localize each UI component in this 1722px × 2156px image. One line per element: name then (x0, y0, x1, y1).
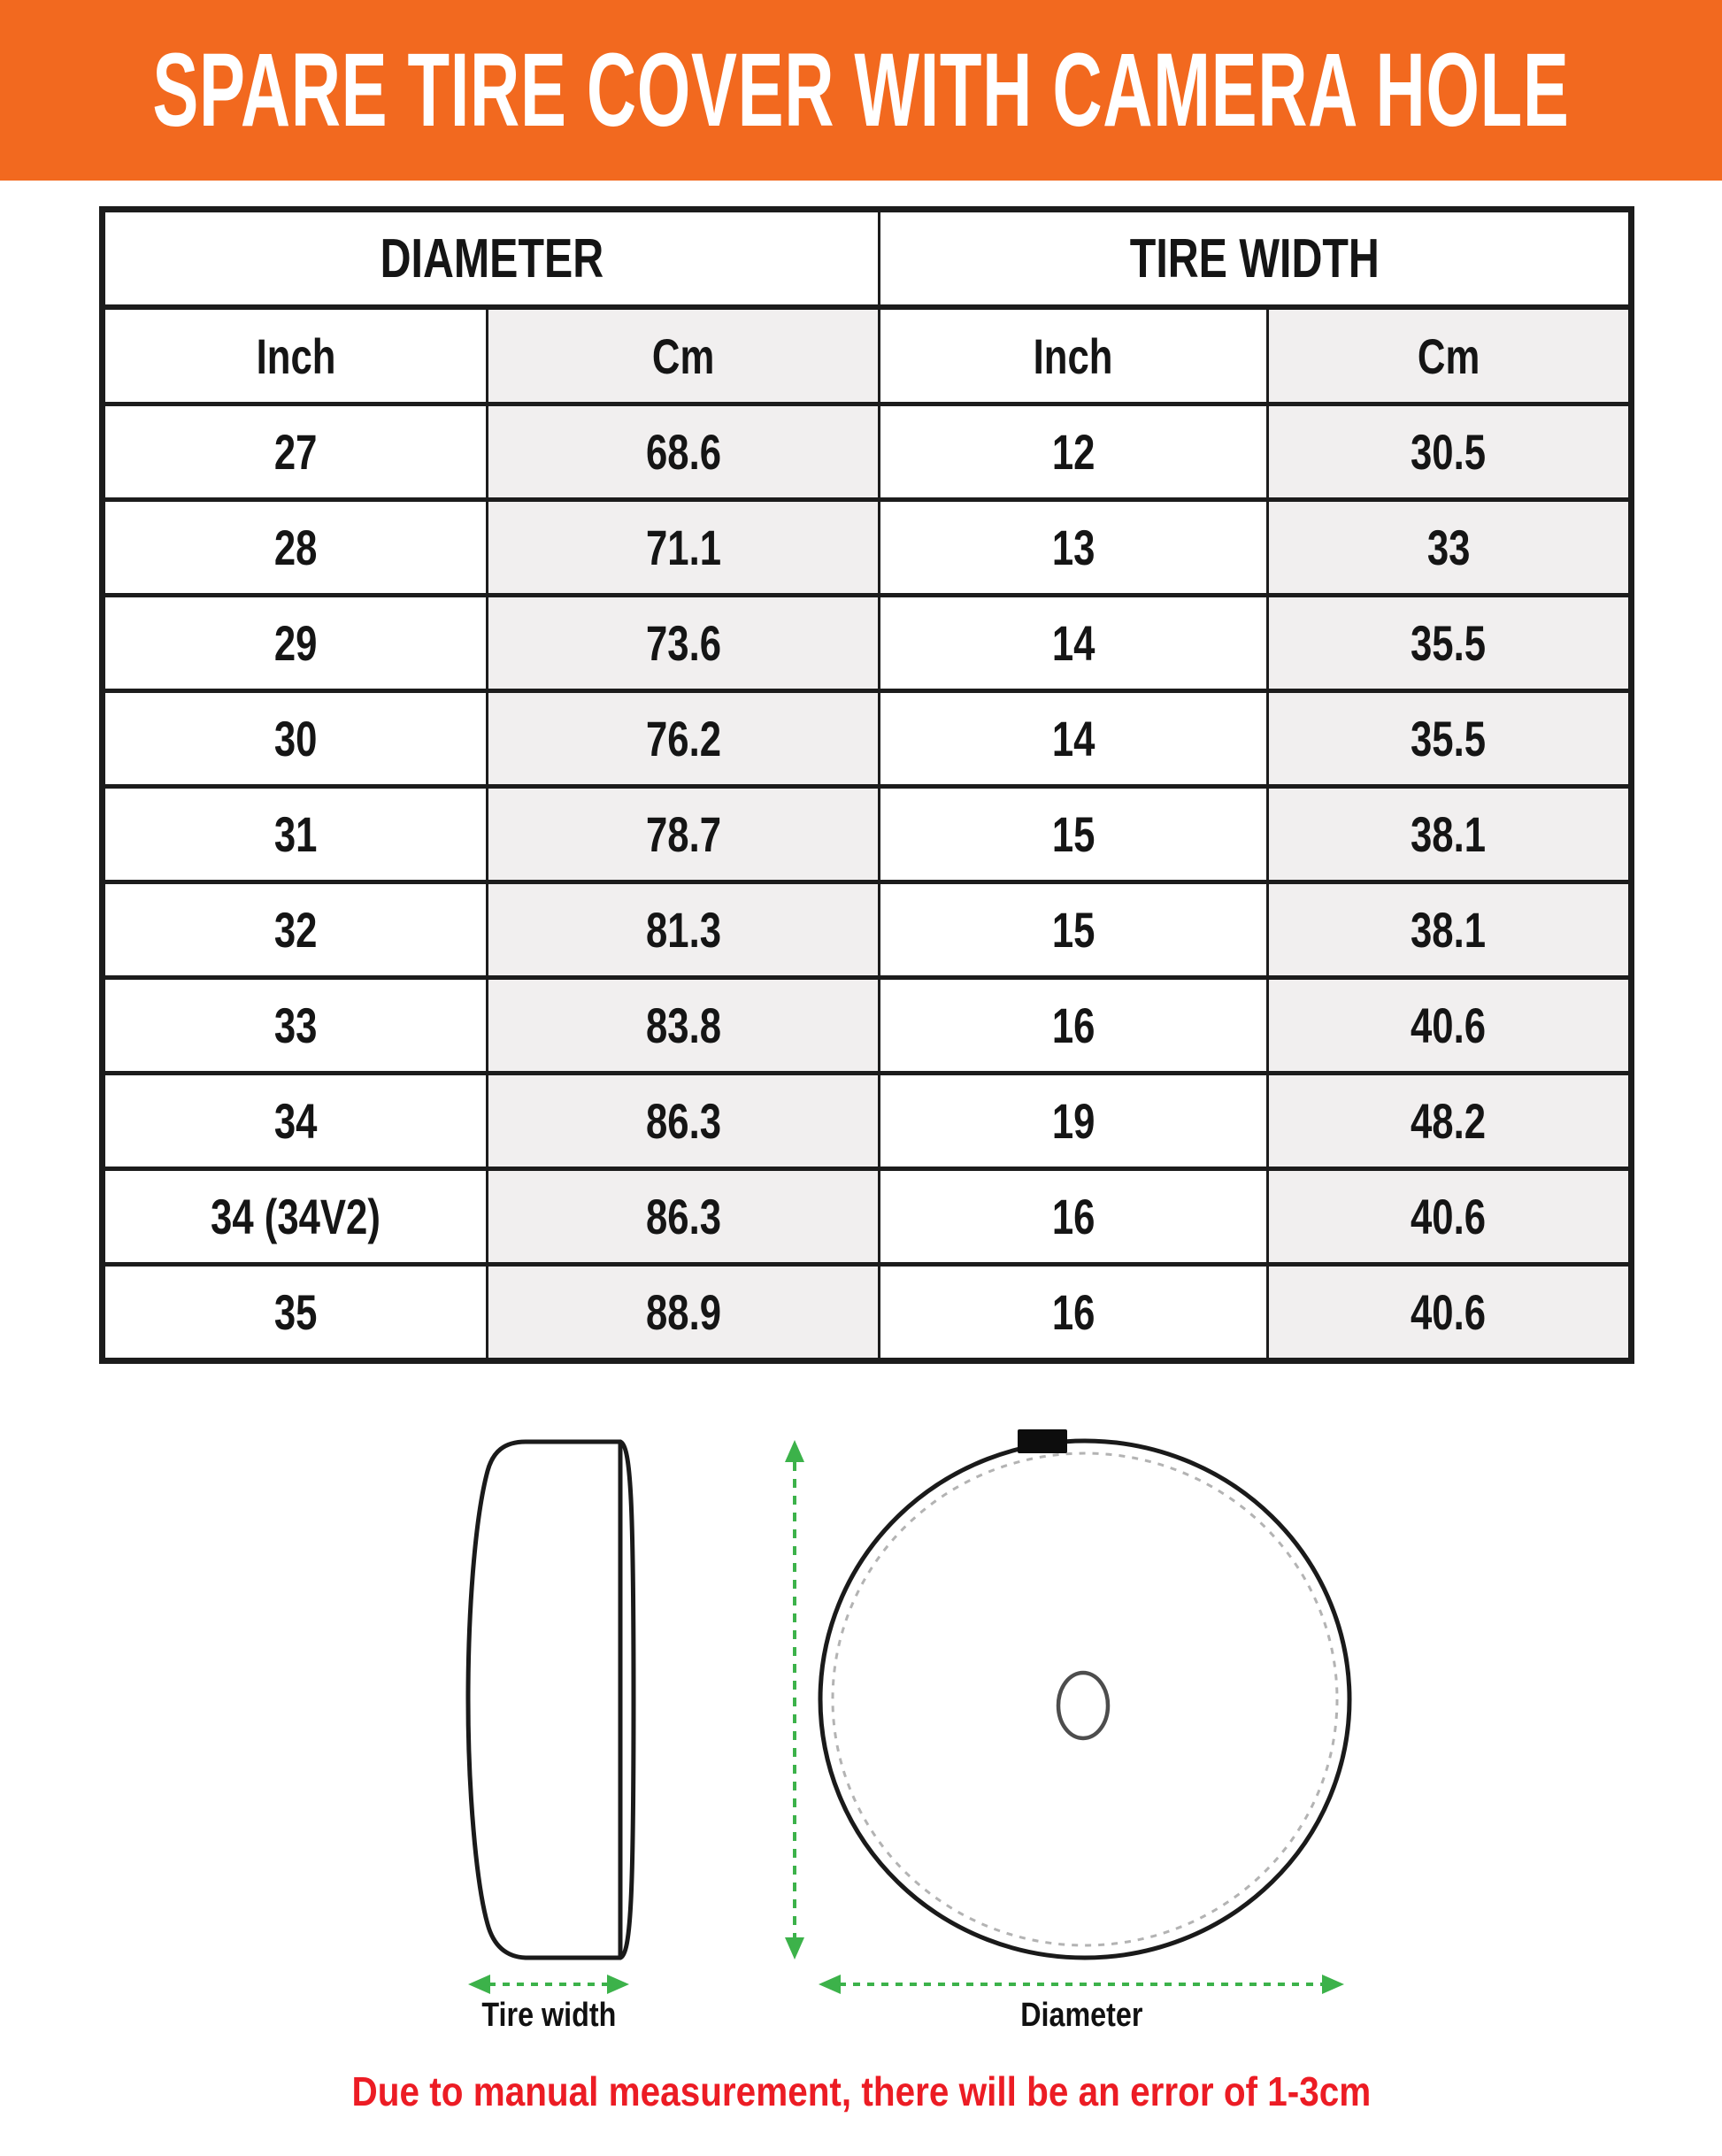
column-header-label: Inch (256, 327, 336, 384)
table-group-header-row (103, 210, 1632, 308)
cell-width-cm (1267, 500, 1631, 596)
column-header-label: Cm (651, 327, 715, 384)
cell-value: 29 (273, 615, 318, 671)
cell-diameter-inch (103, 404, 488, 500)
cell-value: 12 (1051, 424, 1095, 480)
cell-width-cm (1267, 596, 1631, 691)
column-header-diameter-cm (488, 307, 879, 404)
cell-value: 76.2 (645, 711, 721, 766)
side-view-outline (468, 1442, 620, 1958)
cell-value: 15 (1051, 806, 1095, 862)
cell-value: 38.1 (1411, 902, 1487, 958)
tire-width-arrow (468, 1975, 629, 1994)
cell-diameter-cm (488, 596, 879, 691)
group-header-tire-width-label: TIRE WIDTH (1129, 227, 1380, 289)
cell-value: 33 (1426, 520, 1471, 575)
cell-diameter-cm (488, 1074, 879, 1169)
cell-value: 14 (1051, 711, 1095, 766)
column-header-width-cm (1267, 307, 1631, 404)
cell-width-cm (1267, 787, 1631, 882)
table-row (103, 404, 1632, 500)
cell-diameter-cm (488, 500, 879, 596)
measurement-note (0, 2067, 1722, 2115)
cell-value: 27 (273, 424, 318, 480)
cell-diameter-inch (103, 500, 488, 596)
cell-value: 34 (273, 1093, 318, 1149)
table-row (103, 1169, 1632, 1265)
cell-value: 13 (1051, 520, 1095, 575)
cell-diameter-cm (488, 882, 879, 978)
cell-value: 30.5 (1411, 424, 1487, 480)
cell-value: 14 (1051, 615, 1095, 671)
table-row (103, 596, 1632, 691)
cell-value: 88.9 (645, 1284, 721, 1340)
cell-width-cm (1267, 978, 1631, 1074)
group-header-tire-width (879, 210, 1631, 308)
cell-diameter-cm (488, 404, 879, 500)
cell-width-inch (879, 1074, 1267, 1169)
cell-value: 34 (34V2) (211, 1189, 381, 1244)
table-row (103, 978, 1632, 1074)
column-header-label: Cm (1417, 327, 1480, 384)
table-unit-header-row (103, 307, 1632, 404)
strap-marker (1018, 1429, 1067, 1453)
cell-value: 15 (1051, 902, 1095, 958)
cell-diameter-cm (488, 978, 879, 1074)
table-row (103, 1265, 1632, 1361)
title-banner (0, 0, 1722, 181)
cell-width-inch (879, 404, 1267, 500)
cell-value: 33 (273, 997, 318, 1053)
cell-value: 16 (1051, 1189, 1095, 1244)
table-row (103, 500, 1632, 596)
column-header-width-inch (879, 307, 1267, 404)
diameter-label (940, 1997, 1223, 2035)
cell-width-inch (879, 882, 1267, 978)
diameter-arrow-vertical (785, 1440, 804, 1960)
group-header-diameter (103, 210, 880, 308)
table-row (103, 787, 1632, 882)
tire-width-label-text: Tire width (481, 1997, 616, 2034)
cell-value: 40.6 (1411, 1284, 1487, 1340)
cell-value: 81.3 (645, 902, 721, 958)
cell-value: 40.6 (1411, 1189, 1487, 1244)
cell-width-inch (879, 596, 1267, 691)
cell-diameter-inch (103, 787, 488, 882)
column-header-diameter-inch (103, 307, 488, 404)
cell-diameter-inch (103, 691, 488, 787)
cell-value: 35.5 (1411, 711, 1487, 766)
cell-value: 40.6 (1411, 997, 1487, 1053)
tire-width-label (407, 1997, 690, 2035)
cell-width-inch (879, 500, 1267, 596)
cell-width-inch (879, 978, 1267, 1074)
cell-diameter-cm (488, 787, 879, 882)
cell-value: 86.3 (645, 1189, 721, 1244)
cell-diameter-inch (103, 596, 488, 691)
cell-width-inch (879, 787, 1267, 882)
cell-value: 38.1 (1411, 806, 1487, 862)
diameter-arrow-horizontal (819, 1975, 1344, 1994)
diameter-label-text: Diameter (1019, 1997, 1143, 2034)
page-title: SPARE TIRE COVER WITH CAMERA HOLE (152, 32, 1570, 149)
cell-width-cm (1267, 1074, 1631, 1169)
cell-value: 71.1 (645, 520, 721, 575)
cell-value: 48.2 (1411, 1093, 1487, 1149)
cell-value: 32 (273, 902, 318, 958)
cell-diameter-inch (103, 882, 488, 978)
cell-diameter-cm (488, 1169, 879, 1265)
column-header-label: Inch (1033, 327, 1113, 384)
group-header-diameter-label: DIAMETER (380, 227, 603, 289)
cell-value: 78.7 (645, 806, 721, 862)
cell-value: 16 (1051, 1284, 1095, 1340)
cell-width-cm (1267, 404, 1631, 500)
cell-diameter-inch (103, 978, 488, 1074)
cell-value: 31 (273, 806, 318, 862)
cell-value: 83.8 (645, 997, 721, 1053)
cell-diameter-cm (488, 691, 879, 787)
cell-diameter-inch (103, 1074, 488, 1169)
cell-diameter-inch (103, 1265, 488, 1361)
cell-value: 68.6 (645, 424, 721, 480)
table-row (103, 691, 1632, 787)
cell-width-inch (879, 1265, 1267, 1361)
cell-width-cm (1267, 1265, 1631, 1361)
cell-value: 35.5 (1411, 615, 1487, 671)
cell-value: 19 (1051, 1093, 1095, 1149)
camera-hole (1058, 1673, 1108, 1738)
cell-value: 28 (273, 520, 318, 575)
tire-diagram (0, 1416, 1722, 2036)
measurement-note-text: Due to manual measurement, there will be an error of 1-3cm (351, 2068, 1371, 2114)
cell-value: 73.6 (645, 615, 721, 671)
cell-diameter-cm (488, 1265, 879, 1361)
cell-value: 35 (273, 1284, 318, 1340)
cell-width-cm (1267, 1169, 1631, 1265)
cell-width-cm (1267, 882, 1631, 978)
cell-width-cm (1267, 691, 1631, 787)
cell-value: 30 (273, 711, 318, 766)
table-row (103, 1074, 1632, 1169)
table-row (103, 882, 1632, 978)
cell-value: 86.3 (645, 1093, 721, 1149)
size-table (99, 206, 1634, 1364)
cell-value: 16 (1051, 997, 1095, 1053)
cell-diameter-inch (103, 1169, 488, 1265)
cell-width-inch (879, 691, 1267, 787)
cell-width-inch (879, 1169, 1267, 1265)
